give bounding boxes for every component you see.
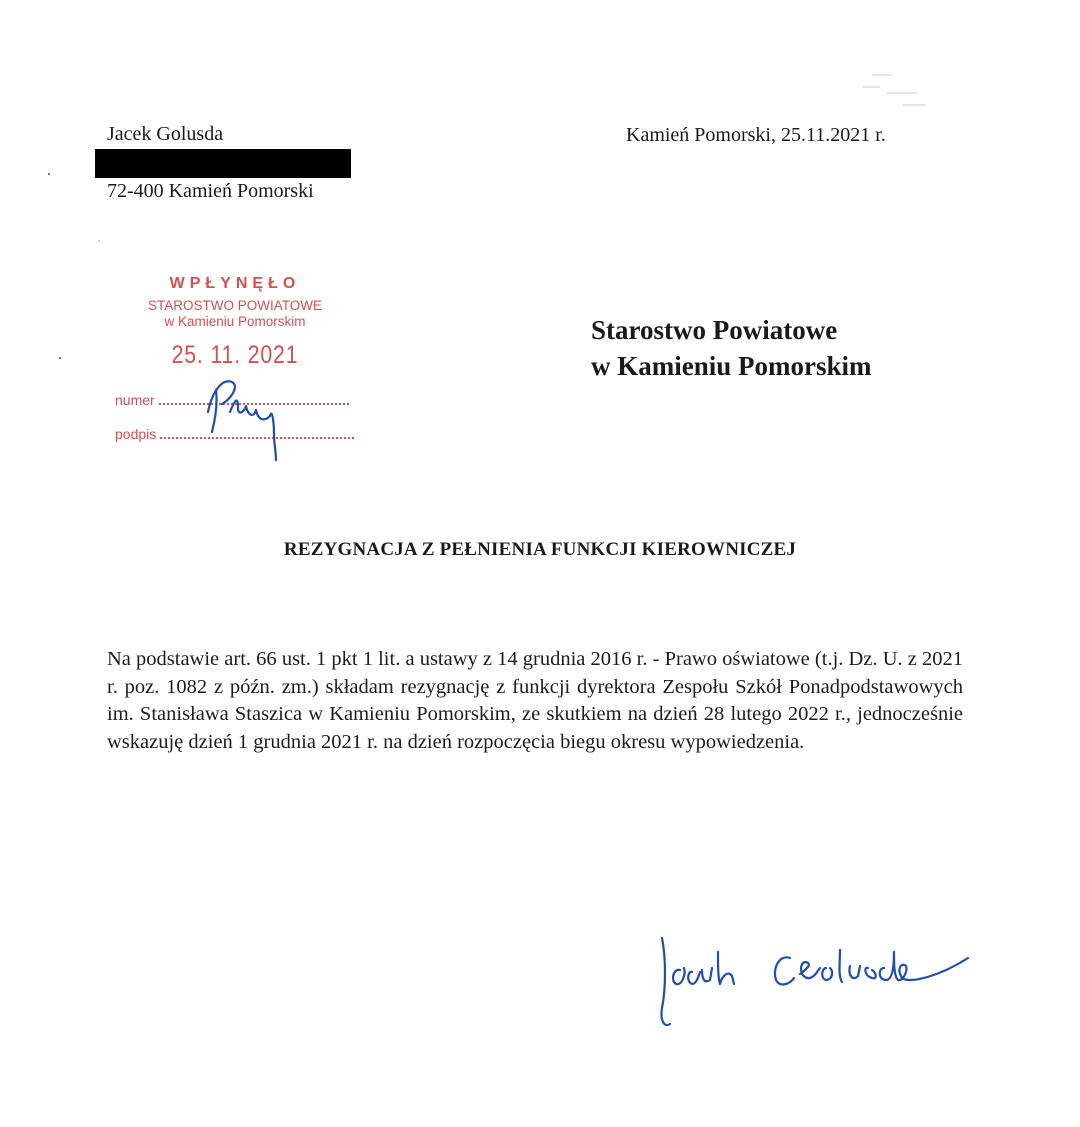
stamp-location: w Kamieniu Pomorskim bbox=[164, 314, 306, 329]
redacted-address bbox=[95, 149, 351, 178]
stamp-office: STAROSTWO POWIATOWE bbox=[148, 298, 322, 313]
place-date: Kamień Pomorski, 25.11.2021 r. bbox=[626, 124, 886, 146]
subject-heading: REZYGNACJA Z PEŁNIENIA FUNKCJI KIEROWNICZEJ bbox=[283, 539, 797, 560]
stamp-initials-signature bbox=[200, 372, 300, 464]
faint-mark bbox=[862, 74, 932, 122]
recipient-line-1: Starostwo Powiatowe bbox=[591, 315, 838, 345]
handwritten-signature bbox=[640, 928, 980, 1038]
sender-name: Jacek Golusda bbox=[107, 123, 224, 145]
speck bbox=[59, 357, 61, 359]
speck bbox=[48, 173, 50, 175]
speck bbox=[98, 240, 100, 242]
recipient-line-2: w Kamieniu Pomorskim bbox=[591, 351, 872, 381]
sender-city: 72-400 Kamień Pomorski bbox=[107, 180, 314, 202]
body-paragraph: Na podstawie art. 66 ust. 1 pkt 1 lit. a ustawy z 14 grudnia 2016 r. - Prawo oświatowe (t.j. Dz. U. z 2021 r. poz. 1082 z późn. zm.) składam rezygnację z funkcji dyrektora Zespołu Szkół Ponadpodstawowych im. Stanisława Staszica w Kamieniu Pomorskim, ze skutkiem na dzień 28 lutego 2022 r., jednocześnie wskazuję dzień 1 grudnia 2021 r. na dzień rozpoczęcia biegu okresu wypowiedzenia. bbox=[107, 648, 963, 753]
stamp-number-label: numer bbox=[115, 392, 155, 408]
stamp-signature-label: podpis bbox=[115, 426, 157, 442]
stamp-title: WPŁYNĘŁO bbox=[169, 275, 301, 292]
stamp-date: 25. 11. 2021 bbox=[171, 341, 299, 369]
